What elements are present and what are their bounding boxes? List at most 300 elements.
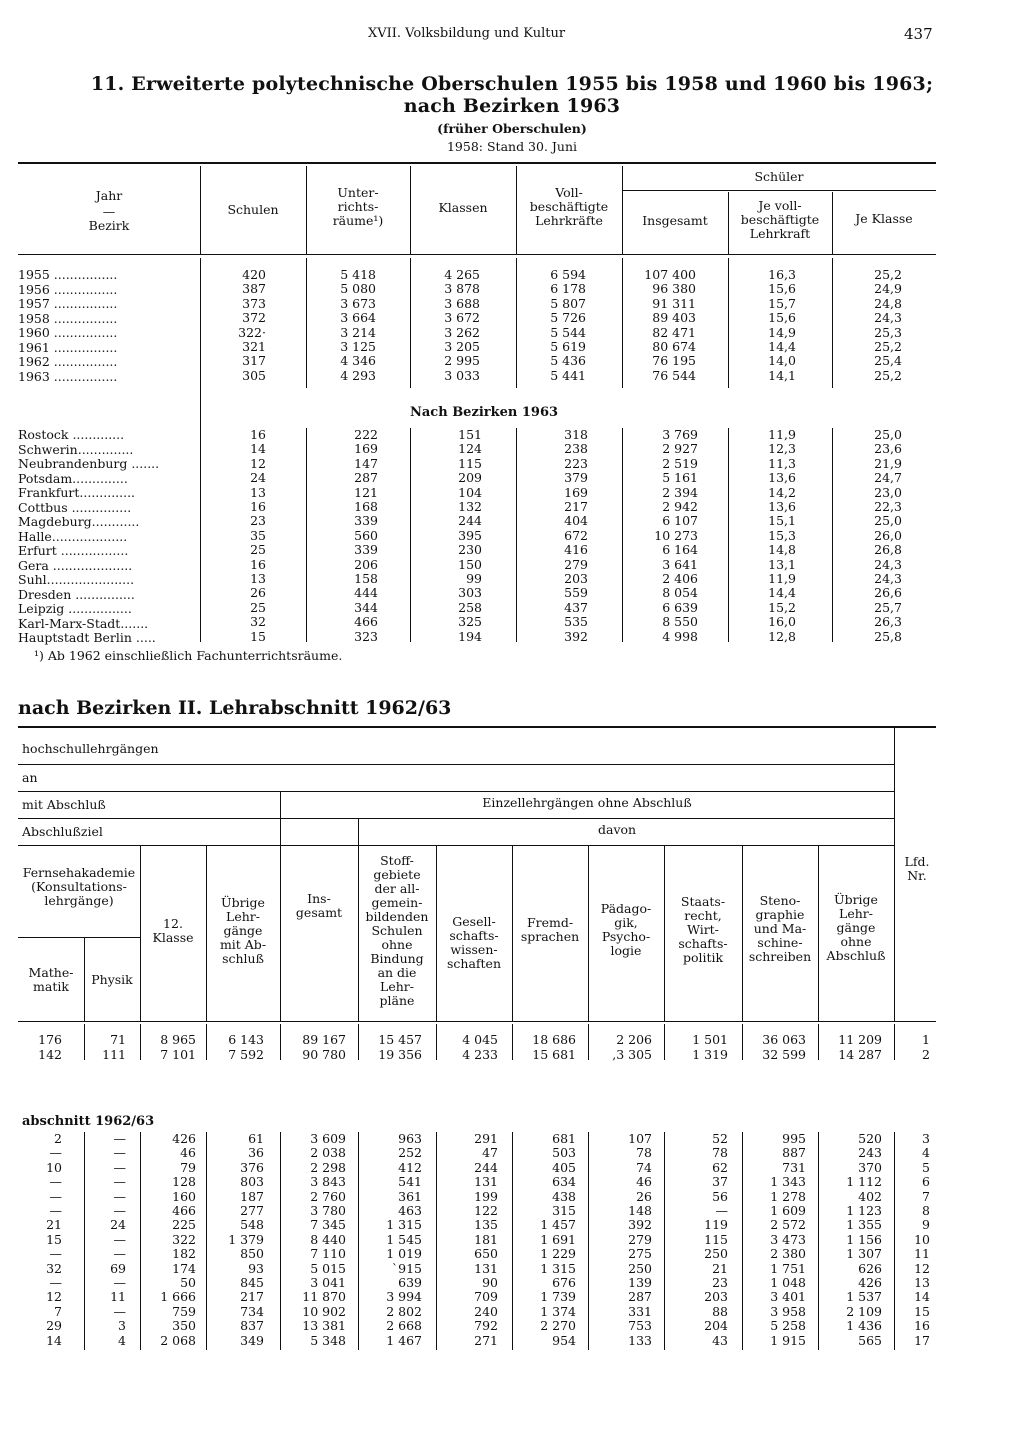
table1-title-line2: nach Bezirken 1963	[403, 95, 621, 117]
h-uebrige-mit-abschluss: Übrige Lehr- gänge mit Ab- schluß	[219, 895, 267, 966]
cell-gesellschaft: 90	[482, 1275, 498, 1290]
district-label: Potsdam..............	[18, 470, 128, 486]
cell-klasse-12: 8 965	[160, 1032, 196, 1047]
cell-mathematik: —	[49, 1174, 62, 1190]
cell-paedagogik: 46	[636, 1174, 652, 1190]
district-col-je-lehrkraft: 11,9 12,3 11,3 13,6 14,2 13,6 15,1 15,3 14,8 13,1 11,9 14,4 15,2 16,0 12,8	[768, 427, 796, 644]
cell-uebrige-mit: 850	[240, 1246, 264, 1262]
cell-stenographie: 1 343	[770, 1174, 806, 1190]
cell-physik: —	[113, 1188, 126, 1204]
cell-uebrige-mit: 36	[248, 1145, 264, 1161]
cell-gesellschaft: 131	[474, 1260, 498, 1276]
col-lehrkraefte: Voll- beschäftigte Lehrkräfte	[529, 185, 609, 228]
district-label: Gera ....................	[18, 557, 133, 573]
cell-klasse-12: 160	[172, 1188, 196, 1204]
h-uebrige-ohne-abschluss: Übrige Lehr- gänge ohne Abschluß	[826, 892, 886, 963]
cell-uebrige-mit: 7 592	[228, 1046, 264, 1062]
cell-physik: 71	[110, 1032, 126, 1047]
col-insgesamt: Insgesamt	[642, 213, 708, 228]
col-schueler: Schüler	[754, 169, 804, 184]
cell-stoffgebiete: 963	[398, 1131, 422, 1146]
year-col-insgesamt: 107 400 96 380 91 311 89 403 82 471 80 674 76 195 76 544	[644, 267, 696, 383]
cell-physik: 4	[118, 1332, 126, 1348]
cell-lfd-nr: 12	[914, 1260, 930, 1276]
cell-klasse-12: 7 101	[160, 1046, 196, 1062]
year-row-label: 1960 ................	[18, 325, 118, 340]
cell-lfd-nr: 9	[922, 1217, 930, 1233]
cell-staatsrecht: 1 501	[692, 1032, 728, 1047]
cell-fremdsprachen: 1 739	[540, 1289, 576, 1305]
cell-uebrige-ohne: 11 209	[838, 1032, 882, 1047]
cell-staatsrecht: 62	[712, 1159, 728, 1175]
cell-stenographie: 2 380	[770, 1246, 806, 1262]
h-physik: Physik	[91, 972, 133, 987]
cell-stenographie: 1 915	[770, 1332, 806, 1348]
cell-insgesamt: 5 348	[310, 1332, 346, 1348]
cell-uebrige-mit: 376	[240, 1159, 264, 1175]
cell-fremdsprachen: 503	[552, 1145, 576, 1161]
cell-fremdsprachen: 1 374	[540, 1303, 576, 1319]
cell-stenographie: 2 572	[770, 1217, 806, 1233]
col-jahr: Jahr	[95, 188, 123, 203]
year-col-klassen: 4 265 3 878 3 688 3 672 3 262 3 205 2 995 3 033	[444, 267, 480, 383]
cell-stenographie: 1 751	[770, 1260, 806, 1276]
cell-physik: —	[113, 1246, 126, 1262]
h-stoffgebiete: Stoff- gebiete der all- gemein- bildenden Schulen ohne Bindung an die Lehr- pläne	[365, 853, 429, 1008]
cell-stenographie: 887	[782, 1145, 806, 1161]
district-label: Leipzig ................	[18, 601, 132, 616]
cell-physik: —	[113, 1203, 126, 1218]
cell-mathematik: —	[49, 1188, 62, 1204]
row-davon: davon	[598, 822, 637, 837]
cell-stoffgebiete: 1 315	[386, 1217, 422, 1233]
cell-mathematik: 176	[38, 1032, 62, 1047]
year-labels	[18, 268, 200, 384]
cell-mathematik: 2	[54, 1131, 62, 1146]
cell-paedagogik: 26	[636, 1188, 652, 1204]
district-label: Rostock .............	[18, 427, 125, 442]
cell-mathematik: 29	[46, 1318, 62, 1334]
year-row-label: 1958 ................	[18, 310, 118, 326]
cell-lfd-nr: 8	[922, 1203, 930, 1218]
cell-physik: —	[113, 1159, 126, 1175]
cell-uebrige-ohne: 520	[858, 1131, 882, 1146]
cell-physik: —	[113, 1231, 126, 1247]
cell-staatsrecht: 43	[712, 1332, 728, 1348]
cell-fremdsprachen: 676	[552, 1275, 576, 1290]
cell-mathematik: —	[49, 1275, 62, 1290]
cell-uebrige-ohne: 1 112	[846, 1174, 882, 1190]
cell-fremdsprachen: 15 681	[532, 1046, 576, 1062]
cell-stenographie: 1 278	[770, 1188, 806, 1204]
cell-fremdsprachen: 1 691	[540, 1231, 576, 1247]
cell-insgesamt: 3 780	[310, 1203, 346, 1218]
row-an: an	[22, 770, 38, 785]
cell-physik: —	[113, 1174, 126, 1190]
cell-mathematik: 12	[46, 1289, 62, 1305]
cell-mathematik: 10	[46, 1159, 62, 1175]
row-hochschul: hochschullehrgängen	[22, 741, 159, 756]
col-unterrichtsraeume: Unter- richts- räume¹)	[332, 185, 384, 228]
cell-gesellschaft: 131	[474, 1174, 498, 1190]
cell-insgesamt: 5 015	[310, 1260, 346, 1276]
cell-gesellschaft: 792	[474, 1318, 498, 1334]
year-row-label: 1963 ................	[18, 368, 118, 384]
district-col-lehrkraefte: 318 238 223 379 169 217 404 672 416 279 203 559 437 535 392	[564, 427, 588, 644]
cell-staatsrecht: —	[715, 1203, 728, 1218]
cell-mathematik: 21	[46, 1217, 62, 1233]
h-fernsehakademie: Fernsehakademie (Konsultations- lehrgänge)	[22, 865, 136, 908]
cell-paedagogik: 78	[636, 1145, 652, 1161]
cell-uebrige-mit: 349	[240, 1332, 264, 1348]
cell-stoffgebiete: 3 994	[386, 1289, 422, 1305]
cell-uebrige-mit: 1 379	[228, 1231, 264, 1247]
cell-klasse-12: 466	[172, 1203, 196, 1218]
cell-gesellschaft: 240	[474, 1303, 498, 1319]
cell-staatsrecht: 52	[712, 1131, 728, 1146]
cell-fremdsprachen: 438	[552, 1188, 576, 1204]
cell-stoffgebiete: 1 467	[386, 1332, 422, 1348]
col-je-klasse: Je Klasse	[855, 211, 913, 226]
cell-paedagogik: 331	[628, 1303, 652, 1319]
district-col-raeume: 222 169 147 287 121 168 339 560 339 206 158 444 344 466 323	[354, 427, 378, 644]
year-row-label: 1961 ................	[18, 339, 118, 355]
cell-uebrige-mit: 187	[240, 1188, 264, 1204]
cell-staatsrecht: 250	[704, 1246, 728, 1262]
col-dash: —	[102, 204, 116, 219]
cell-staatsrecht: 204	[704, 1318, 728, 1334]
col-bezirk: Bezirk	[88, 218, 130, 233]
h-stenographie: Steno- graphie und Ma- schine- schreiben	[748, 893, 812, 964]
district-label: Hauptstadt Berlin .....	[18, 630, 156, 645]
cell-mathematik: 142	[38, 1046, 62, 1062]
cell-paedagogik: ,3 305	[612, 1046, 652, 1062]
cell-staatsrecht: 56	[712, 1188, 728, 1204]
cell-paedagogik: 275	[628, 1246, 652, 1262]
cell-uebrige-mit: 837	[240, 1318, 264, 1334]
year-col-lehrkraefte: 6 594 6 178 5 807 5 726 5 544 5 619 5 436 5 441	[550, 267, 586, 383]
cell-uebrige-ohne: 426	[858, 1275, 882, 1290]
cell-mathematik: —	[49, 1246, 62, 1262]
cell-klasse-12: 46	[180, 1145, 196, 1161]
cell-staatsrecht: 119	[704, 1217, 728, 1233]
cell-insgesamt: 90 780	[302, 1046, 346, 1062]
cell-uebrige-mit: 734	[240, 1303, 264, 1319]
cell-gesellschaft: 4 045	[462, 1032, 498, 1047]
cell-staatsrecht: 115	[704, 1231, 728, 1247]
cell-paedagogik: 133	[628, 1332, 652, 1348]
cell-gesellschaft: 291	[474, 1131, 498, 1146]
cell-staatsrecht: 78	[712, 1145, 728, 1161]
cell-mathematik: 7	[54, 1303, 62, 1319]
year-col-je-lehrkraft: 16,3 15,6 15,7 15,6 14,9 14,4 14,0 14,1	[768, 267, 796, 383]
cell-stenographie: 36 063	[762, 1032, 806, 1047]
cell-paedagogik: 287	[628, 1289, 652, 1305]
cell-insgesamt: 10 902	[302, 1303, 346, 1319]
cell-physik: 11	[110, 1289, 126, 1305]
district-label: Erfurt .................	[18, 543, 129, 558]
district-col-je-klasse: 25,0 23,6 21,9 24,7 23,0 22,3 25,0 26,0 26,8 24,3 24,3 26,6 25,7 26,3 25,8	[874, 427, 902, 644]
h-gesellschaftswissenschaften: Gesell- schafts- wissen- schaften	[446, 914, 502, 971]
year-row-label: 1962 ................	[18, 354, 118, 369]
cell-insgesamt: 7 345	[310, 1217, 346, 1233]
table2-title: nach Bezirken II. Lehrabschnitt 1962/63	[18, 697, 452, 719]
cell-paedagogik: 753	[628, 1318, 652, 1334]
cell-klasse-12: 79	[180, 1159, 196, 1175]
cell-klasse-12: 225	[172, 1217, 196, 1233]
cell-klasse-12: 2 068	[160, 1332, 196, 1348]
cell-uebrige-ohne: 243	[858, 1145, 882, 1161]
cell-stenographie: 32 599	[762, 1046, 806, 1062]
cell-uebrige-mit: 217	[240, 1289, 264, 1305]
cell-gesellschaft: 244	[474, 1159, 498, 1175]
cell-mathematik: —	[49, 1203, 62, 1218]
cell-fremdsprachen: 315	[552, 1203, 576, 1218]
cell-gesellschaft: 135	[474, 1217, 498, 1233]
cell-stoffgebiete: 541	[398, 1174, 422, 1190]
cell-stoffgebiete: 463	[398, 1203, 422, 1218]
year-col-je-klasse: 25,2 24,9 24,8 24,3 25,3 25,2 25,4 25,2	[874, 267, 902, 383]
cell-mathematik: 15	[46, 1231, 62, 1247]
cell-uebrige-ohne: 402	[858, 1188, 882, 1204]
year-row-label: 1956 ................	[18, 281, 118, 297]
cell-gesellschaft: 650	[474, 1246, 498, 1262]
cell-klasse-12: 350	[172, 1318, 196, 1334]
col-je-lehrkraft: Je voll- beschäftigte Lehrkraft	[740, 198, 820, 241]
cell-physik: —	[113, 1131, 126, 1146]
year-row-label: 1955 ................	[18, 267, 118, 282]
cell-fremdsprachen: 681	[552, 1131, 576, 1146]
cell-lfd-nr: 11	[914, 1246, 930, 1262]
cell-gesellschaft: 47	[482, 1145, 498, 1161]
district-label: Cottbus ...............	[18, 499, 132, 515]
cell-insgesamt: 7 110	[310, 1246, 346, 1262]
cell-gesellschaft: 271	[474, 1332, 498, 1348]
cell-uebrige-ohne: 2 109	[846, 1303, 882, 1319]
cell-stenographie: 731	[782, 1159, 806, 1175]
row-abschlussziel: Abschlußziel	[22, 824, 103, 839]
cell-fremdsprachen: 405	[552, 1159, 576, 1175]
cell-lfd-nr: 3	[922, 1131, 930, 1146]
cell-fremdsprachen: 18 686	[532, 1032, 576, 1047]
cell-fremdsprachen: 2 270	[540, 1318, 576, 1334]
cell-mathematik: —	[49, 1145, 62, 1161]
cell-stoffgebiete: 2 802	[386, 1303, 422, 1319]
cell-physik: —	[113, 1145, 126, 1161]
cell-paedagogik: 279	[628, 1231, 652, 1247]
cell-physik: 69	[110, 1260, 126, 1276]
cell-uebrige-mit: 93	[248, 1260, 264, 1276]
cell-lfd-nr: 10	[914, 1231, 930, 1247]
cell-lfd-nr: 5	[922, 1159, 930, 1175]
cell-stoffgebiete: `915	[391, 1260, 422, 1276]
cell-insgesamt: 2 298	[310, 1159, 346, 1175]
h-fremdsprachen: Fremd- sprachen	[520, 915, 580, 944]
cell-stoffgebiete: 639	[398, 1275, 422, 1290]
cell-uebrige-mit: 277	[240, 1203, 264, 1218]
cell-uebrige-ohne: 370	[858, 1159, 882, 1175]
cell-fremdsprachen: 1 229	[540, 1246, 576, 1262]
running-title: XVII. Volksbildung und Kultur	[368, 26, 566, 41]
cell-stoffgebiete: 1 545	[386, 1231, 422, 1247]
cell-stenographie: 3 958	[770, 1303, 806, 1319]
district-label: Neubrandenburg .......	[18, 456, 160, 471]
cell-mathematik: 32	[46, 1260, 62, 1276]
cell-gesellschaft: 181	[474, 1231, 498, 1247]
cell-klasse-12: 174	[172, 1260, 196, 1276]
cell-stenographie: 1 609	[770, 1203, 806, 1218]
district-col-insgesamt: 3 769 2 927 2 519 5 161 2 394 2 942 6 107 10 273 6 164 3 641 2 406 8 054 6 639 8 550 4 998	[654, 427, 698, 644]
cell-gesellschaft: 709	[474, 1289, 498, 1305]
cell-gesellschaft: 4 233	[462, 1046, 498, 1062]
cell-insgesamt: 11 870	[302, 1289, 346, 1305]
h-lfd-nr: Lfd. Nr.	[904, 854, 930, 883]
cell-stenographie: 995	[782, 1131, 806, 1146]
cell-staatsrecht: 37	[712, 1174, 728, 1190]
cell-stoffgebiete: 2 668	[386, 1318, 422, 1334]
cell-physik: —	[113, 1303, 126, 1319]
year-col-raeume: 5 418 5 080 3 673 3 664 3 214 3 125 4 346 4 293	[340, 267, 376, 383]
cell-gesellschaft: 122	[474, 1203, 498, 1218]
cell-lfd-nr: 7	[922, 1188, 930, 1204]
cell-lfd-nr: 15	[914, 1303, 930, 1319]
row-einzellehrgaenge: Einzellehrgängen ohne Abschluß	[482, 795, 692, 810]
cell-uebrige-mit: 803	[240, 1174, 264, 1190]
cell-insgesamt: 3 041	[310, 1275, 346, 1290]
cell-physik: 3	[118, 1318, 126, 1334]
table1-subtitle: (früher Oberschulen)	[437, 121, 587, 136]
cell-klasse-12: 426	[172, 1131, 196, 1146]
district-col-schulen: 16 14 12 24 13 16 23 35 25 16 13 26 25 32 15	[250, 427, 266, 644]
table1-note: 1958: Stand 30. Juni	[446, 139, 578, 154]
cell-stenographie: 5 258	[770, 1318, 806, 1334]
h-insgesamt: Ins- gesamt	[295, 891, 343, 920]
district-label: Schwerin..............	[18, 441, 134, 457]
cell-uebrige-ohne: 1 307	[846, 1246, 882, 1262]
cell-lfd-nr: 1	[922, 1032, 930, 1047]
cell-uebrige-ohne: 565	[858, 1332, 882, 1348]
cell-fremdsprachen: 1 315	[540, 1260, 576, 1276]
cell-paedagogik: 250	[628, 1260, 652, 1276]
cell-uebrige-ohne: 1 156	[846, 1231, 882, 1247]
district-labels	[18, 428, 200, 646]
cell-stoffgebiete: 19 356	[378, 1046, 422, 1062]
cell-paedagogik: 2 206	[616, 1032, 652, 1047]
district-label: Halle...................	[18, 528, 128, 544]
cell-insgesamt: 13 381	[302, 1318, 346, 1334]
col-schulen: Schulen	[227, 202, 279, 217]
cell-gesellschaft: 199	[474, 1188, 498, 1204]
district-label: Frankfurt..............	[18, 485, 136, 500]
cell-paedagogik: 107	[628, 1131, 652, 1146]
cell-stoffgebiete: 361	[398, 1188, 422, 1204]
district-label: Suhl......................	[18, 572, 135, 587]
cell-lfd-nr: 2	[922, 1046, 930, 1062]
district-col-klassen: 151 124 115 209 104 132 244 395 230 150 99 303 258 325 194	[458, 427, 482, 644]
cell-fremdsprachen: 1 457	[540, 1217, 576, 1233]
cell-uebrige-ohne: 1 537	[846, 1289, 882, 1305]
district-label: Dresden ...............	[18, 586, 135, 602]
cell-staatsrecht: 88	[712, 1303, 728, 1319]
h-12-klasse: 12. Klasse	[152, 916, 194, 945]
table1-section-label: Nach Bezirken 1963	[410, 405, 559, 420]
cell-uebrige-ohne: 1 355	[846, 1217, 882, 1233]
cell-lfd-nr: 16	[914, 1318, 930, 1334]
cell-staatsrecht: 21	[712, 1260, 728, 1276]
cell-stoffgebiete: 15 457	[378, 1032, 422, 1047]
cell-lfd-nr: 17	[914, 1332, 930, 1348]
cell-uebrige-ohne: 626	[858, 1260, 882, 1276]
cell-stenographie: 3 473	[770, 1231, 806, 1247]
cell-lfd-nr: 13	[914, 1275, 930, 1290]
h-staatsrecht: Staats- recht, Wirt- schafts- politik	[678, 894, 728, 965]
cell-staatsrecht: 23	[712, 1275, 728, 1290]
cell-staatsrecht: 1 319	[692, 1046, 728, 1062]
cell-lfd-nr: 14	[914, 1289, 930, 1305]
cell-lfd-nr: 6	[922, 1174, 930, 1190]
cell-uebrige-ohne: 14 287	[838, 1046, 882, 1062]
cell-klasse-12: 759	[172, 1303, 196, 1319]
cell-lfd-nr: 4	[922, 1145, 930, 1161]
cell-insgesamt: 8 440	[310, 1231, 346, 1247]
cell-insgesamt: 2 038	[310, 1145, 346, 1161]
page-number: 437	[904, 25, 933, 43]
cell-uebrige-mit: 548	[240, 1217, 264, 1233]
cell-physik: 111	[102, 1046, 126, 1062]
cell-uebrige-mit: 61	[248, 1131, 264, 1146]
cell-stoffgebiete: 412	[398, 1159, 422, 1175]
cell-uebrige-mit: 6 143	[228, 1032, 264, 1047]
district-label: Magdeburg............	[18, 514, 140, 529]
table2-section-label: abschnitt 1962/63	[22, 1114, 155, 1129]
cell-insgesamt: 89 167	[302, 1032, 346, 1047]
cell-insgesamt: 2 760	[310, 1188, 346, 1204]
cell-klasse-12: 50	[180, 1275, 196, 1290]
cell-physik: 24	[110, 1217, 126, 1233]
district-label: Karl-Marx-Stadt.......	[18, 615, 149, 631]
cell-insgesamt: 3 843	[310, 1174, 346, 1190]
table1-footnote: ¹) Ab 1962 einschließlich Fachunterrichtsräume.	[34, 648, 343, 663]
cell-klasse-12: 322	[172, 1231, 196, 1247]
col-klassen: Klassen	[438, 200, 488, 215]
h-paedagogik: Pädago- gik, Psycho- logie	[600, 901, 652, 958]
cell-paedagogik: 148	[628, 1203, 652, 1218]
cell-stenographie: 3 401	[770, 1289, 806, 1305]
year-col-schulen: 420 387 373 372 322· 321 317 305	[238, 267, 266, 383]
cell-klasse-12: 182	[172, 1246, 196, 1262]
cell-mathematik: 14	[46, 1332, 62, 1348]
year-row-label: 1957 ................	[18, 296, 118, 311]
cell-uebrige-mit: 845	[240, 1275, 264, 1290]
cell-staatsrecht: 203	[704, 1289, 728, 1305]
row-mit-abschluss: mit Abschluß	[22, 797, 106, 812]
cell-fremdsprachen: 954	[552, 1332, 576, 1348]
table1-title-line1: 11. Erweiterte polytechnische Oberschulen 1955 bis 1958 und 1960 bis 1963;	[90, 73, 934, 95]
cell-paedagogik: 74	[636, 1159, 652, 1175]
cell-klasse-12: 1 666	[160, 1289, 196, 1305]
cell-klasse-12: 128	[172, 1174, 196, 1190]
h-mathematik: Mathe- matik	[28, 965, 74, 994]
cell-paedagogik: 392	[628, 1217, 652, 1233]
cell-paedagogik: 139	[628, 1275, 652, 1290]
cell-stenographie: 1 048	[770, 1275, 806, 1290]
cell-uebrige-ohne: 1 436	[846, 1318, 882, 1334]
cell-physik: —	[113, 1275, 126, 1290]
cell-stoffgebiete: 252	[398, 1145, 422, 1161]
cell-insgesamt: 3 609	[310, 1131, 346, 1146]
cell-fremdsprachen: 634	[552, 1174, 576, 1190]
cell-uebrige-ohne: 1 123	[846, 1203, 882, 1218]
